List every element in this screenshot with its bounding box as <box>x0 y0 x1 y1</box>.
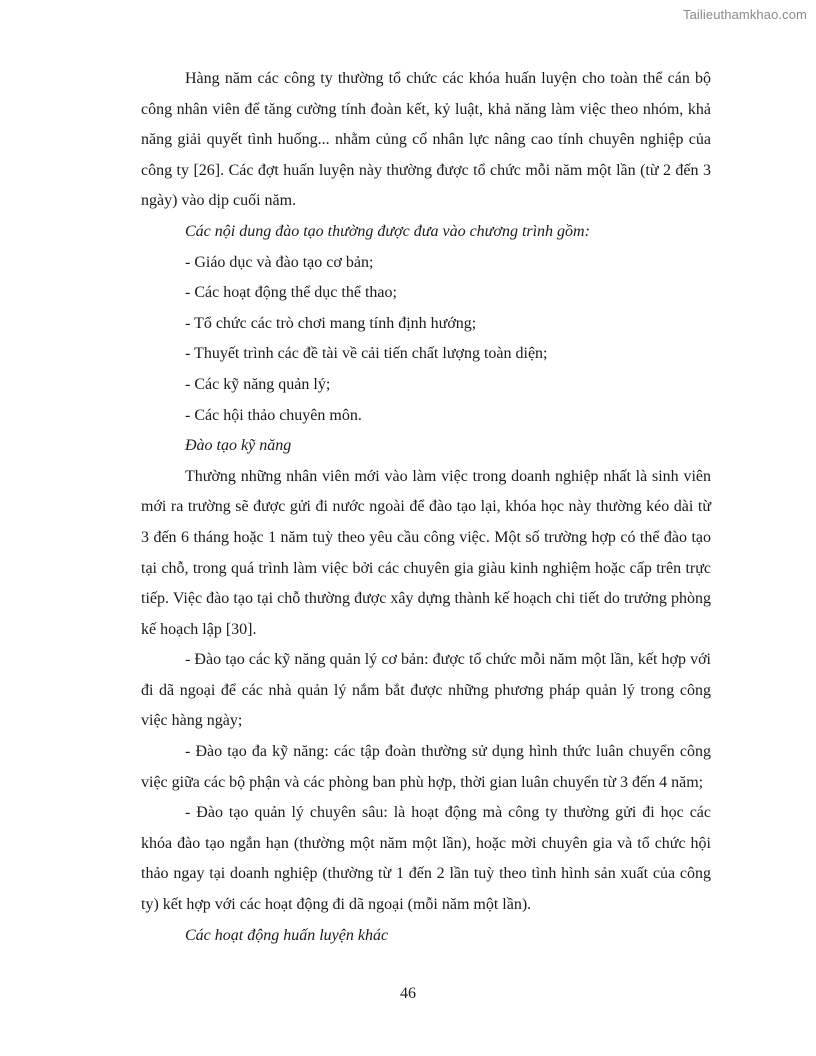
list-item: - Thuyết trình các đề tài về cải tiến chất lượng toàn diện; <box>185 345 548 363</box>
paragraph-new-staff-training: Thường những nhân viên mới vào làm việc trong doanh nghiệp nhất là sinh viên mới ra trường sẽ được gửi đi nước ngoài để đào tạo lại, khóa học này thường kéo dài từ 3 đến 6 tháng hoặc 1 năm tuỳ theo yêu cầu công việc. Một số trường hợp có thể đào tạo tại chỗ, trong quá trình làm việc bởi các chuyên gia giàu kinh nghiệm hoặc cấp trên trực tiếp. Việc đào tạo tại chỗ thường được xây dựng thành kế hoạch chi tiết do trưởng phòng kế hoạch lập [30]. <box>141 467 711 638</box>
list-item: - Các hoạt động thể dục thể thao; <box>185 284 397 302</box>
heading-training-content: Các nội dung đào tạo thường được đưa vào chương trình gồm: <box>185 222 590 240</box>
document-body <box>141 64 711 951</box>
paragraph-basic-management-skills: - Đào tạo các kỹ năng quản lý cơ bản: được tổ chức mỗi năm một lần, kết hợp với đi dã ngoại để các nhà quản lý nắm bắt được những phương pháp quản lý trong công việc hàng ngày; <box>141 651 711 730</box>
list-item: - Giáo dục và đào tạo cơ bản; <box>185 253 374 271</box>
watermark: Tailieuthamkhao.com <box>682 7 807 22</box>
list-item: - Các kỹ năng quản lý; <box>185 375 331 393</box>
paragraph-annual-training: Hàng năm các công ty thường tổ chức các khóa huấn luyện cho toàn thể cán bộ công nhân viên để tăng cường tính đoàn kết, kỷ luật, khả năng làm việc theo nhóm, khả năng giải quyết tình huống... nhằm củng cố nhân lực nâng cao tính chuyên nghiệp của công ty [26]. Các đợt huấn luyện này thường được tổ chức mỗi năm một lần (từ 2 đến 3 ngày) vào dịp cuối năm. <box>141 70 711 210</box>
list-item: - Tổ chức các trò chơi mang tính định hướng; <box>185 314 477 332</box>
heading-other-training: Các hoạt động huấn luyện khác <box>185 926 389 944</box>
training-content-list <box>141 248 711 432</box>
paragraph-advanced-management: - Đào tạo quản lý chuyên sâu: là hoạt động mà công ty thường gửi đi học các khóa đào tạo ngắn hạn (thường một năm một lần), hoặc mời chuyên gia và tổ chức hội thảo ngay tại doanh nghiệp (thường từ 1 đến 2 lần tuỳ theo tình hình sản xuất của công ty) kết hợp với các hoạt động đi dã ngoại (mỗi năm một lần). <box>141 804 711 914</box>
heading-skill-training: Đào tạo kỹ năng <box>185 437 292 455</box>
paragraph-multi-skill-training: - Đào tạo đa kỹ năng: các tập đoàn thường sử dụng hình thức luân chuyển công việc giữa các bộ phận và các phòng ban phù hợp, thời gian luân chuyển từ 3 đến 4 năm; <box>141 743 711 791</box>
page-number: 46 <box>400 985 416 1002</box>
list-item: - Các hội thảo chuyên môn. <box>185 406 362 424</box>
